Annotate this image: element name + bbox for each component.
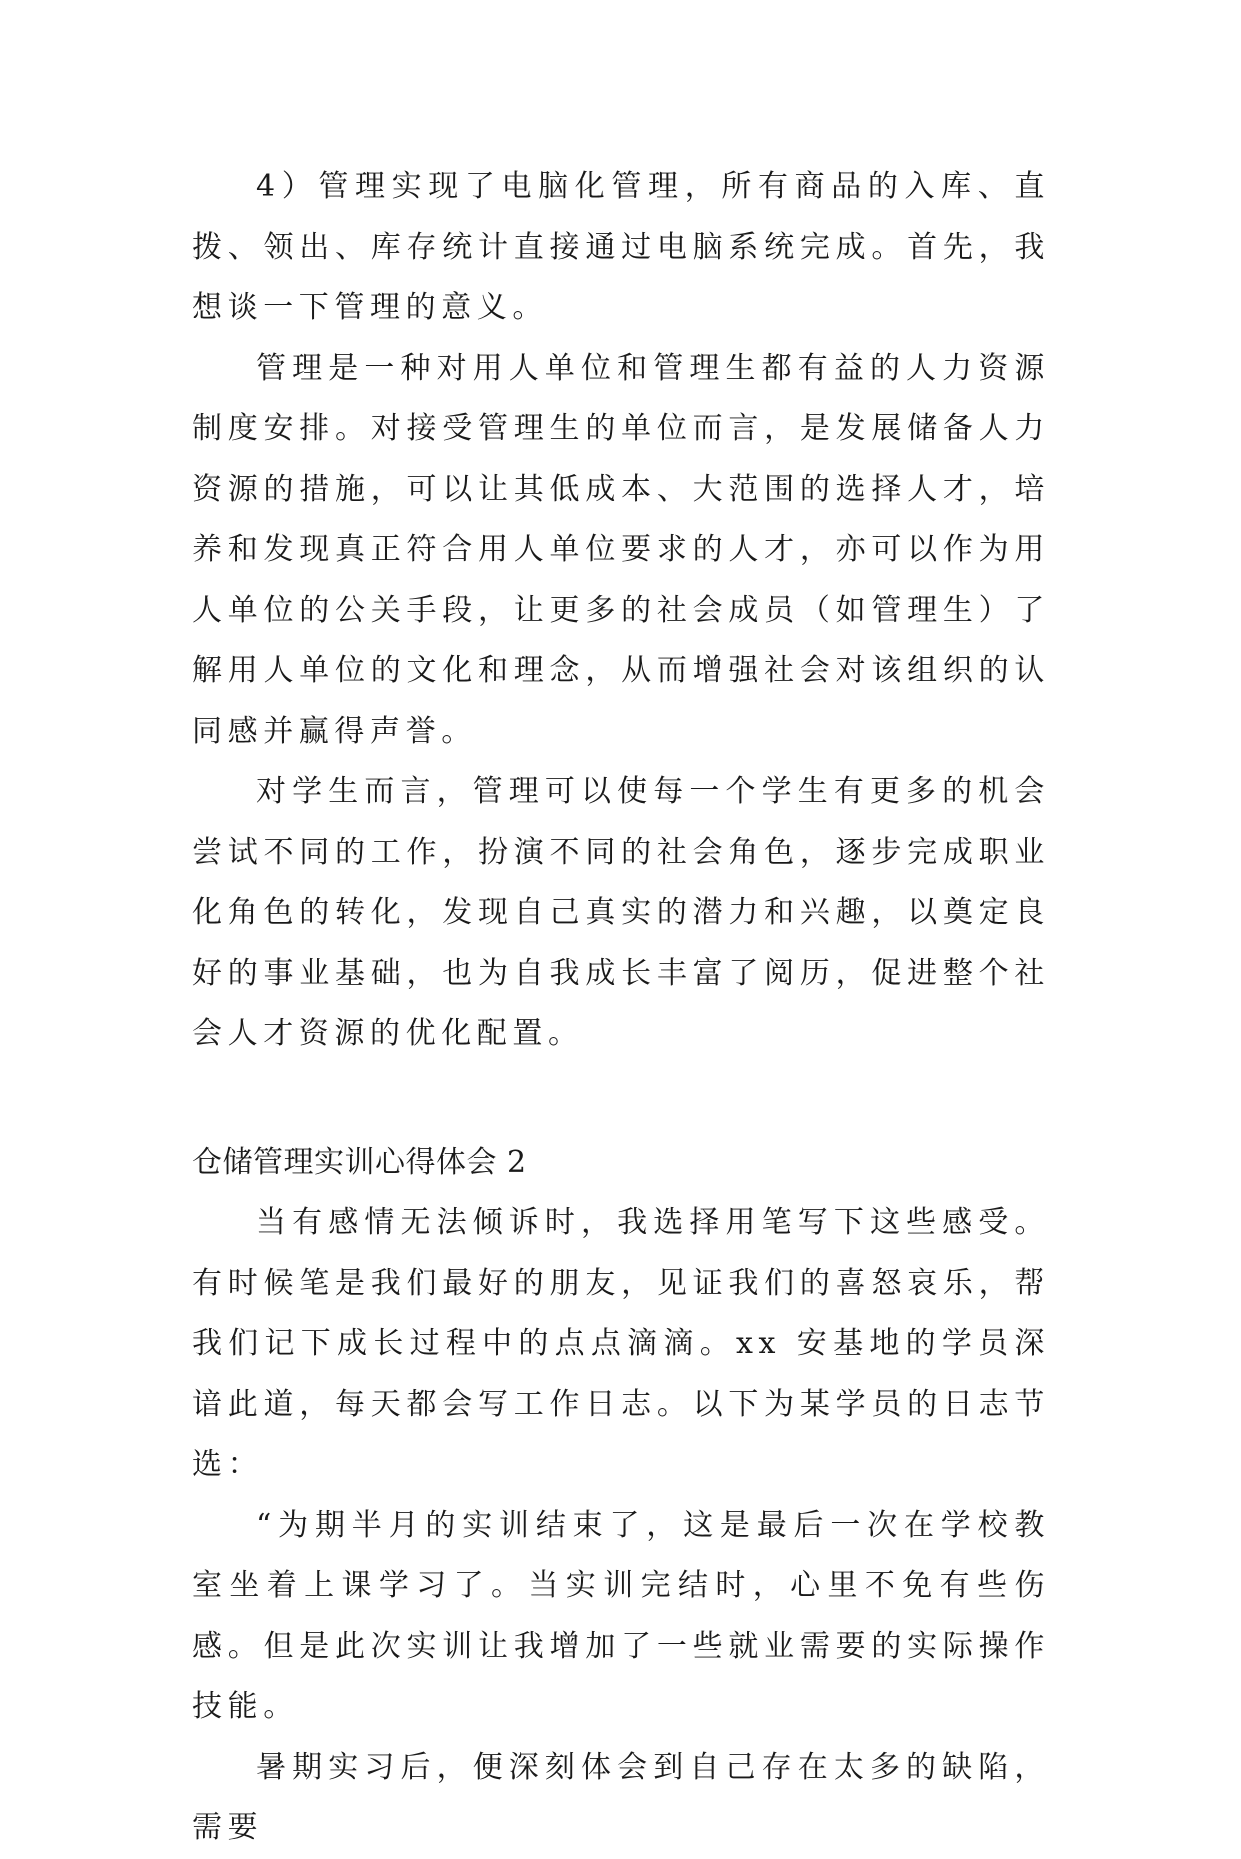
paragraph-student-benefits: 对学生而言，管理可以使每一个学生有更多的机会尝试不同的工作，扮演不同的社会角色，逐步完成职业化角色的转化，发现自己真实的潜力和兴趣，以奠定良好的事业基础，也为自我成长丰富了阅历，促进整个社会人才资源的优化配置。 <box>192 774 1050 1051</box>
section-title: 仓储管理实训心得体会 2 <box>192 1144 527 1180</box>
paragraph-work-journal: 当有感情无法倾诉时，我选择用笔写下这些感受。有时候笔是我们最好的朋友，见证我们的喜怒哀乐，帮我们记下成长过程中的点点滴滴。xx 安基地的学员深谙此道，每天都会写工作日志。以下为某学员的日志节选： <box>192 1205 1050 1482</box>
paragraph-journal-excerpt: “为期半月的实训结束了，这是最后一次在学校教室坐着上课学习了。当实训完结时，心里不免有些伤感。但是此次实训让我增加了一些就业需要的实际操作技能。 <box>192 1507 1050 1724</box>
paragraph-computerized-management: 4）管理实现了电脑化管理，所有商品的入库、直拨、领出、库存统计直接通过电脑系统完成。首先，我想谈一下管理的意义。 <box>192 169 1050 325</box>
paragraph-management-meaning: 管理是一种对用人单位和管理生都有益的人力资源制度安排。对接受管理生的单位而言，是发展储备人力资源的措施，可以让其低成本、大范围的选择人才，培养和发现真正符合用人单位要求的人才，亦可以作为用人单位的公关手段，让更多的社会成员（如管理生）了解用人单位的文化和理念，从而增强社会对该组织的认同感并赢得声誉。 <box>192 350 1050 749</box>
document-body <box>192 157 1050 1859</box>
paragraph-summer-internship: 暑期实习后，便深刻体会到自己存在太多的缺陷，需要 <box>192 1749 1050 1845</box>
